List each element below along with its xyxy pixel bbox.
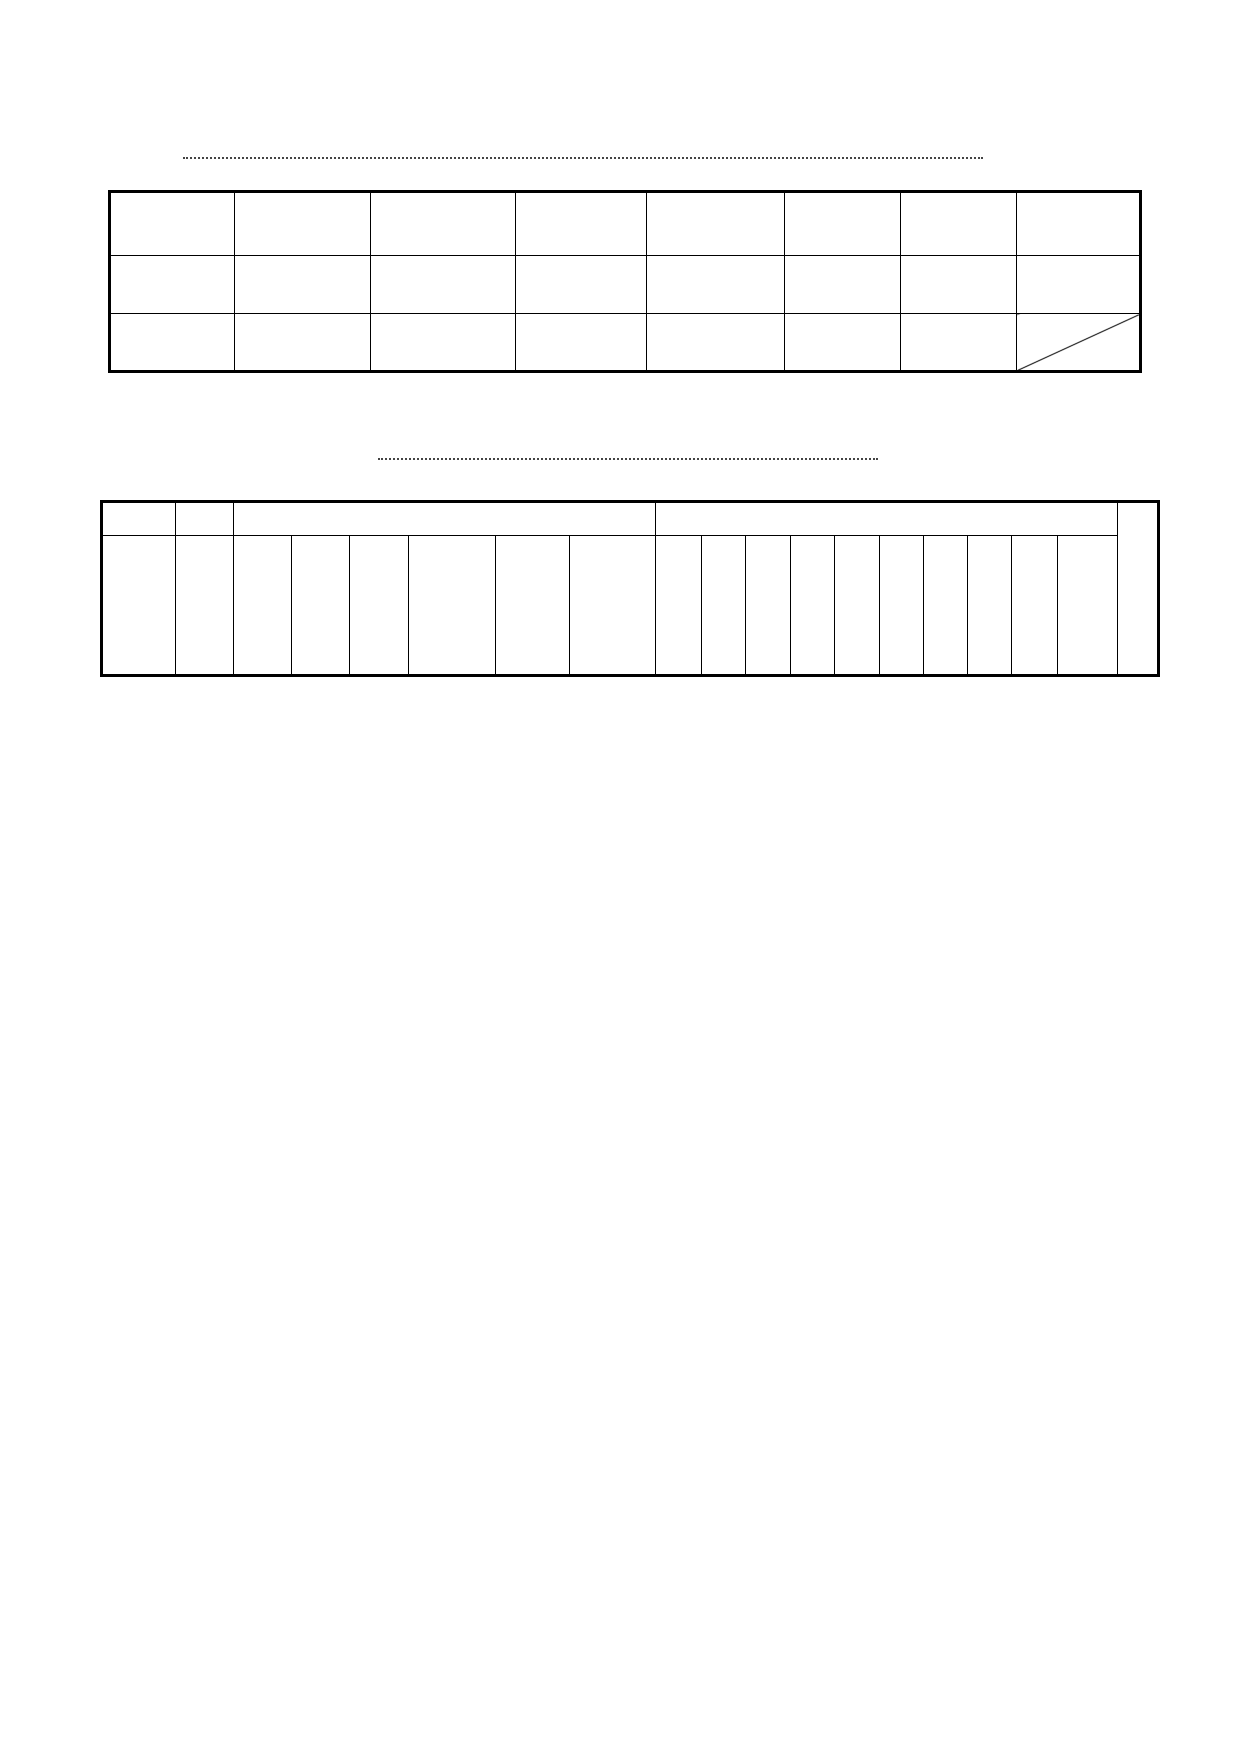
group-blank-cell <box>102 502 176 536</box>
summary-percent-diagonal-cell <box>1017 314 1141 372</box>
col-header-cell <box>924 536 968 676</box>
summary-count-cell <box>900 256 1017 314</box>
col-header-cell <box>292 536 350 676</box>
col-header-cell <box>102 536 176 676</box>
group-blank-cell <box>176 502 234 536</box>
history-group-row <box>102 502 1159 536</box>
history-table <box>100 500 1160 677</box>
group-shushoku <box>656 502 1118 536</box>
col-header-cell <box>791 536 835 676</box>
group-shingaku <box>234 502 656 536</box>
summary-header-cell <box>515 192 646 256</box>
summary-table <box>108 190 1142 373</box>
col-header-cell <box>656 536 702 676</box>
summary-percent-row <box>110 314 1141 372</box>
col-header-cell <box>1012 536 1058 676</box>
history-title-underline <box>378 456 878 460</box>
summary-count-cell <box>647 256 785 314</box>
summary-percent-cell <box>370 314 515 372</box>
summary-header-cell <box>785 192 901 256</box>
page-title <box>185 100 985 156</box>
summary-header-cell <box>647 192 785 256</box>
history-column-header-row <box>102 536 1159 676</box>
history-title <box>378 426 898 466</box>
col-header-cell <box>1118 502 1159 676</box>
col-header-cell <box>350 536 409 676</box>
summary-count-cell <box>370 256 515 314</box>
col-header-cell <box>880 536 924 676</box>
summary-percent-cell <box>647 314 785 372</box>
col-header-cell <box>702 536 746 676</box>
col-header-cell <box>746 536 791 676</box>
summary-count-cell <box>785 256 901 314</box>
summary-count-cell <box>515 256 646 314</box>
summary-percent-cell <box>235 314 370 372</box>
col-header-cell <box>835 536 880 676</box>
summary-header-cell <box>900 192 1017 256</box>
col-header-cell <box>496 536 570 676</box>
summary-count-cell <box>235 256 370 314</box>
summary-percent-cell <box>110 314 235 372</box>
col-header-cell <box>176 536 234 676</box>
summary-header-cell <box>1017 192 1141 256</box>
col-header-cell <box>234 536 292 676</box>
col-header-cell <box>409 536 496 676</box>
summary-count-cell <box>1017 256 1141 314</box>
col-header-cell <box>1058 536 1118 676</box>
summary-percent-cell <box>785 314 901 372</box>
summary-count-cell <box>110 256 235 314</box>
col-header-cell <box>968 536 1012 676</box>
summary-percent-cell <box>515 314 646 372</box>
summary-percent-cell <box>900 314 1017 372</box>
summary-header-cell <box>110 192 235 256</box>
summary-header-cell <box>370 192 515 256</box>
col-header-cell <box>570 536 656 676</box>
summary-header-row <box>110 192 1141 256</box>
summary-count-row <box>110 256 1141 314</box>
summary-header-cell <box>235 192 370 256</box>
title-underline <box>183 153 983 159</box>
schools-list <box>100 1092 1160 1094</box>
